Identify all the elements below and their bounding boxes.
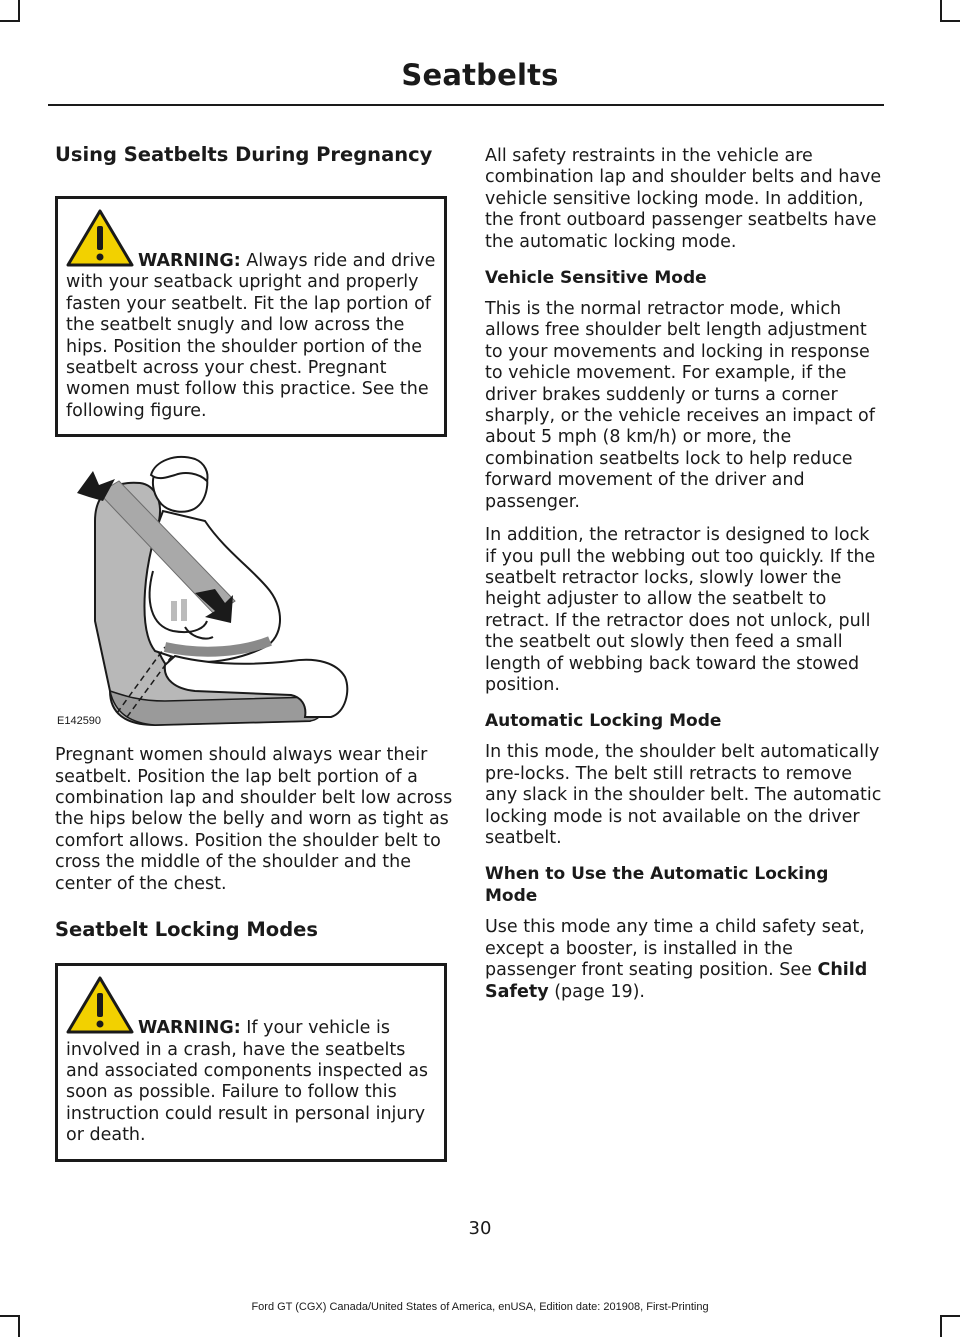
subheading-when-to-use: When to Use the Automatic Locking Mode	[485, 864, 829, 907]
section-title-locking-modes: Seatbelt Locking Modes	[55, 918, 318, 942]
crop-mark	[940, 1315, 942, 1337]
vehicle-sensitive-paragraph: This is the normal retractor mode, which allows free shoulder belt length adjustment to your movements and locking in response to vehicle movement. For example, if the driver brakes suddenly or turns a corner sharply, or the vehicle receives an impact of about 5 mph (8 km/h) or more, the combination seatbelts lock to help reduce forward movement of the driver and passenger.	[485, 299, 875, 512]
section-title-pregnancy: Using Seatbelts During Pregnancy	[55, 143, 433, 166]
warning-body: Always ride and drive with your seatback upright and properly fasten your seatbelt. Fit the lap portion of the seatbelt snugly and low across the hips. Position the shoulder portion of the seatbelt across your chest. Pregnant women must follow this practice. See the following figure.	[66, 251, 436, 421]
crop-mark	[940, 0, 942, 22]
automatic-locking-paragraph: In this mode, the shoulder belt automatically pre-locks. The belt still retracts to remove any slack in the shoulder belt. The automatic locking mode is not available on the driver seatbelt.	[485, 742, 882, 848]
crop-mark	[18, 1315, 20, 1337]
warning-label: WARNING:	[138, 251, 241, 271]
page-number: 30	[468, 1218, 492, 1239]
warning-text	[66, 1018, 436, 1146]
when-to-use-paragraph	[485, 917, 883, 1003]
header-divider	[48, 104, 884, 106]
pregnant-woman-seatbelt-illustration	[55, 451, 447, 733]
footer-text: Ford GT (CGX) Canada/United States of America, enUSA, Edition date: 201908, First-Printing	[251, 1301, 709, 1313]
warning-triangle-icon	[66, 976, 134, 1034]
crop-mark	[0, 1315, 20, 1317]
right-column	[485, 146, 883, 1015]
warning-label: WARNING:	[138, 1018, 241, 1039]
warning-body: If your vehicle is involved in a crash, have the seatbelts and associated components inspected as soon as possible. Failure to follow this instruction could result in personal injury or death.	[66, 1018, 429, 1146]
when-to-use-text: Use this mode any time a child safety seat, except a booster, is installed in the passenger front seating position. See	[485, 917, 865, 981]
pregnancy-seatbelt-figure	[55, 451, 447, 733]
child-safety-link[interactable]: Child Safety	[485, 960, 868, 1002]
warning-box-crash	[55, 963, 447, 1161]
retractor-paragraph: In addition, the retractor is designed to lock if you pull the webbing out too quickly. If the seatbelt retractor locks, slowly lower the height adjuster to allow the seatbelt to retract. If the retractor does not unlock, pull the seatbelt out slowly then feed a small length of webbing back toward the stowed position.	[485, 525, 876, 695]
pregnancy-paragraph: Pregnant women should always wear their seatbelt. Position the lap belt portion of a combination lap and shoulder belt low across the hips below the belly and worn as tight as comfort allows. Position the shoulder belt to cross the middle of the shoulder and the center of the chest.	[55, 745, 453, 894]
crop-mark	[0, 20, 20, 22]
subheading-vehicle-sensitive: Vehicle Sensitive Mode	[485, 268, 707, 289]
warning-box-pregnancy	[55, 196, 447, 437]
crop-mark	[940, 20, 960, 22]
warning-triangle-icon	[66, 209, 134, 267]
crop-mark	[940, 1315, 960, 1317]
page-title: Seatbelts	[401, 58, 559, 92]
warning-text	[66, 251, 436, 422]
crop-mark	[18, 0, 20, 22]
restraints-paragraph: All safety restraints in the vehicle are combination lap and shoulder belts and have vehicle sensitive locking mode. In addition, the front outboard passenger seatbelts have the automatic locking mode.	[485, 146, 882, 252]
left-column	[55, 140, 453, 1186]
page-reference: (page 19).	[548, 981, 645, 1002]
figure-code: E142590	[57, 715, 102, 728]
subheading-automatic-locking: Automatic Locking Mode	[485, 711, 722, 732]
